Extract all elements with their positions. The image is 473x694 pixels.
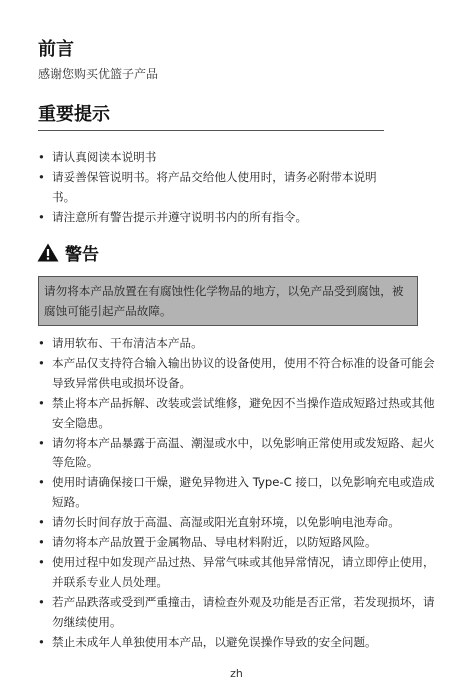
list-item: • 请认真阅读本说明书 [38, 150, 157, 164]
list-item: • 请注意所有警告提示并遵守说明书内的所有指令。 [38, 210, 308, 224]
warning-heading [37, 240, 99, 265]
warning-title: 警告 [65, 245, 99, 265]
page-language: zh [230, 667, 243, 680]
list-item: • 若产品跌落或受到严重撞击，请检查外观及功能是否正常，若发现损坏，请勿继续使用。 [38, 594, 435, 629]
list-item: • 请勿将本产品暴露于高温、潮湿或水中，以免影响正常使用或发短路、起火等危险。 [38, 435, 435, 470]
warning-list [38, 334, 438, 653]
list-item: • 使用时请确保接口干燥，避免异物进入 Type-C 接口，以免影响充电或造成短路。 [38, 475, 435, 510]
section-divider [38, 130, 384, 131]
list-item: • 请勿将本产品放置于金属物品、导电材料附近，以防短路风险。 [38, 535, 377, 550]
list-item: • 请妥善保管说明书。将产品交给他人使用时，请务必附带本说明书。 [38, 170, 377, 204]
warning-box: 请勿将本产品放置在有腐蚀性化学物品的地方，以免产品受到腐蚀，被腐蚀可能引起产品故障。 [38, 276, 418, 326]
list-item: • 本产品仅支持符合输入输出协议的设备使用，使用不符合标准的设备可能会导致异常供电或损坏设备。 [38, 355, 435, 390]
preface-title: 前言 [38, 39, 74, 60]
list-item: • 请勿长时间存放于高温、高湿或阳光直射环境，以免影响电池寿命。 [38, 515, 400, 530]
list-item: • 禁止将本产品拆解、改装或尝试维修，避免因不当操作造成短路过热或其他安全隐患。 [38, 395, 435, 430]
preface-subtitle: 感谢您购买优篮子产品 [38, 67, 159, 81]
important-title: 重要提示 [38, 104, 110, 125]
list-item: • 请用软布、干布清洁本产品。 [38, 336, 203, 350]
warning-triangle-icon [37, 243, 59, 262]
important-list [38, 147, 388, 227]
list-item: • 使用过程中如发现产品过热、异常气味或其他异常情况，请立即停止使用，并联系专业人员处理。 [38, 554, 435, 589]
list-item: • 禁止未成年人单独使用本产品，以避免误操作导致的安全问题。 [38, 634, 377, 649]
